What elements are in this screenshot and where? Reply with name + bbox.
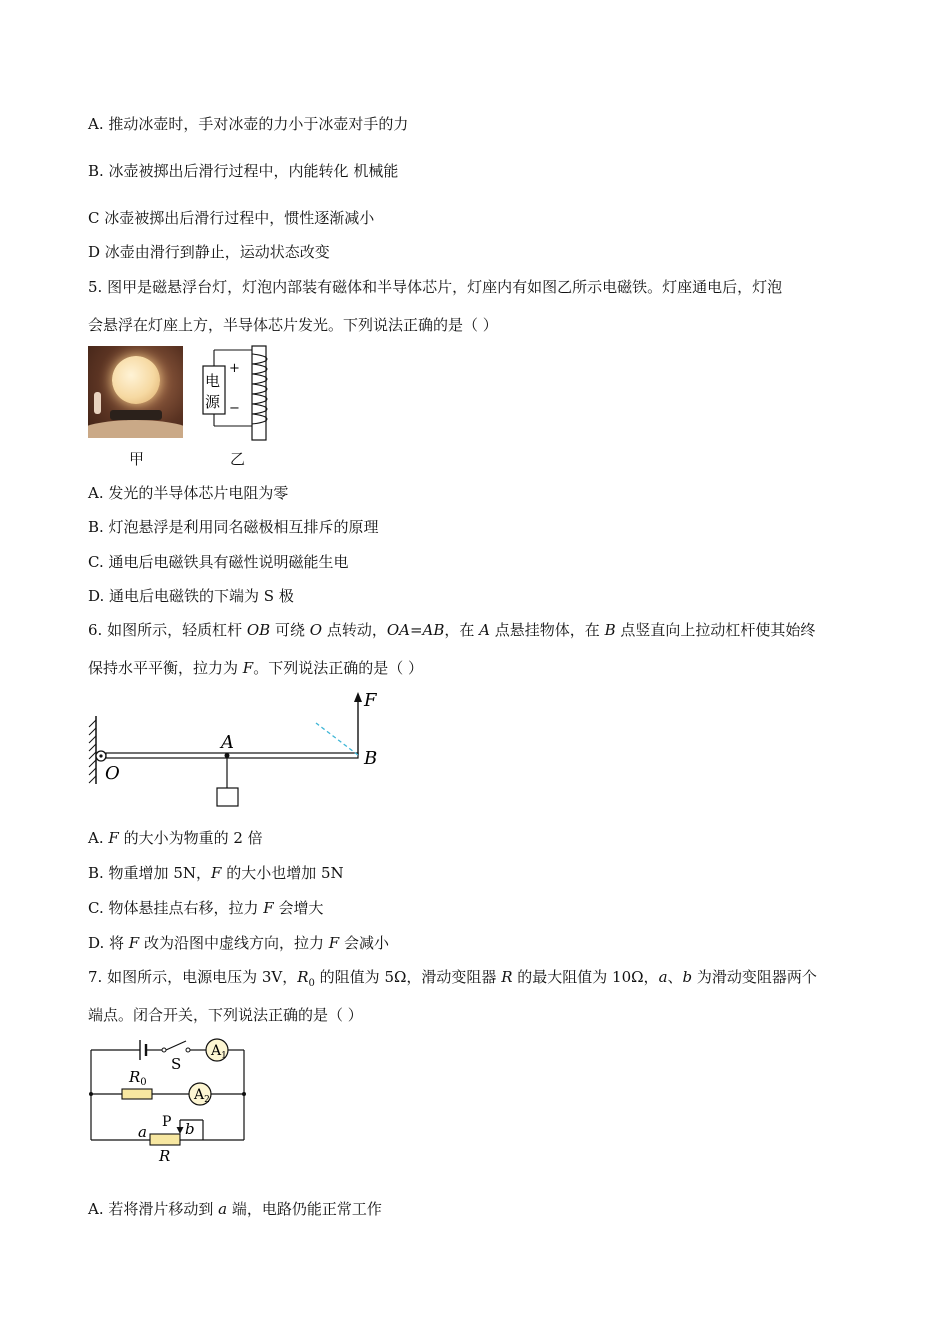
q6-option-a: A. F 的大小为物重的 2 倍	[88, 829, 263, 847]
label-B: B	[364, 748, 378, 769]
label-A: A	[221, 732, 234, 753]
label-S: S	[171, 1055, 182, 1073]
q4-option-c: C 冰壶被掷出后滑行过程中，惯性逐渐减小	[88, 209, 375, 227]
hanging-weight	[217, 788, 238, 806]
q6-lever-diagram	[86, 688, 386, 810]
q5-option-c: C. 通电后电磁铁具有磁性说明磁能生电	[88, 553, 349, 571]
q7-stem-line1: 7. 如图所示，电源电压为 3V，$R_0$ 的阻值为 5Ω，滑动变阻器 R 的最大阻值为 10Ω，a、b 为滑动变阻器两个	[88, 968, 817, 989]
lamp-base	[110, 410, 162, 420]
label-A1: $A_1$	[211, 1043, 227, 1061]
label-P: P	[162, 1114, 172, 1130]
power-label-2: 源	[205, 393, 221, 411]
minus-sign: −	[229, 401, 240, 416]
q5-stem-line2: 会悬浮在灯座上方，半导体芯片发光。下列说法正确的是（ ）	[88, 316, 498, 334]
q4-option-b: B. 冰壶被掷出后滑行过程中，内能转化 机械能	[88, 162, 399, 180]
q6-stem-line1: 6. 如图所示，轻质杠杆 OB 可绕 O 点转动，OA=AB，在 A 点悬挂物体，在 B 点竖直向上拉动杠杆使其始终	[88, 621, 816, 639]
q6-stem-line2: 保持水平平衡，拉力为 F。下列说法正确的是（ ）	[88, 659, 423, 677]
q5-option-d: D. 通电后电磁铁的下端为 S 极	[88, 587, 294, 605]
switch-S-blade	[166, 1041, 186, 1050]
resistor-R0	[122, 1089, 152, 1099]
q7-circuit-diagram	[86, 1036, 256, 1168]
coil-icon	[252, 354, 267, 424]
label-F: F	[364, 690, 377, 711]
switch-contact	[162, 1048, 166, 1052]
label-a: a	[138, 1123, 147, 1141]
label-O: O	[105, 763, 120, 784]
q6-option-d: D. 将 F 改为沿图中虚线方向，拉力 F 会减小	[88, 934, 389, 952]
q7-stem-line2: 端点。闭合开关，下列说法正确的是（ ）	[88, 1006, 363, 1024]
wall-hatch	[89, 720, 96, 783]
q5-figure-jia-photo	[88, 346, 183, 438]
point-A	[225, 753, 230, 758]
q7-option-a: A. 若将滑片移动到 a 端，电路仍能正常工作	[88, 1200, 382, 1218]
q5-option-a: A. 发光的半导体芯片电阻为零	[88, 484, 289, 502]
table-surface	[88, 420, 183, 438]
label-R0: $R_0$	[129, 1068, 147, 1088]
q5-figure-yi-label: 乙	[230, 450, 246, 468]
q6-option-c: C. 物体悬挂点右移，拉力 F 会增大	[88, 899, 324, 917]
label-b: b	[185, 1120, 195, 1138]
lever-bar	[106, 753, 358, 758]
dashed-direction-line	[316, 723, 358, 755]
plus-sign: +	[229, 361, 240, 376]
moon-lamp	[112, 356, 160, 404]
q5-option-b: B. 灯泡悬浮是利用同名磁极相互排斥的原理	[88, 518, 379, 536]
figurine	[94, 392, 101, 414]
rheostat-R	[150, 1134, 180, 1145]
q6-option-b: B. 物重增加 5N，F 的大小也增加 5N	[88, 864, 344, 882]
label-A2: $A_2$	[194, 1087, 210, 1105]
q5-figure-yi-diagram	[196, 344, 276, 444]
q4-option-a: A. 推动冰壶时，手对冰壶的力小于冰壶对手的力	[88, 115, 409, 133]
q5-stem-line1: 5. 图甲是磁悬浮台灯，灯泡内部装有磁体和半导体芯片，灯座内有如图乙所示电磁铁。灯座通电后，灯泡	[88, 278, 783, 296]
label-R: R	[159, 1147, 171, 1165]
q5-figure-jia-label: 甲	[129, 450, 145, 468]
power-label-1: 电	[205, 372, 221, 390]
q4-option-d: D 冰壶由滑行到静止，运动状态改变	[88, 243, 330, 261]
